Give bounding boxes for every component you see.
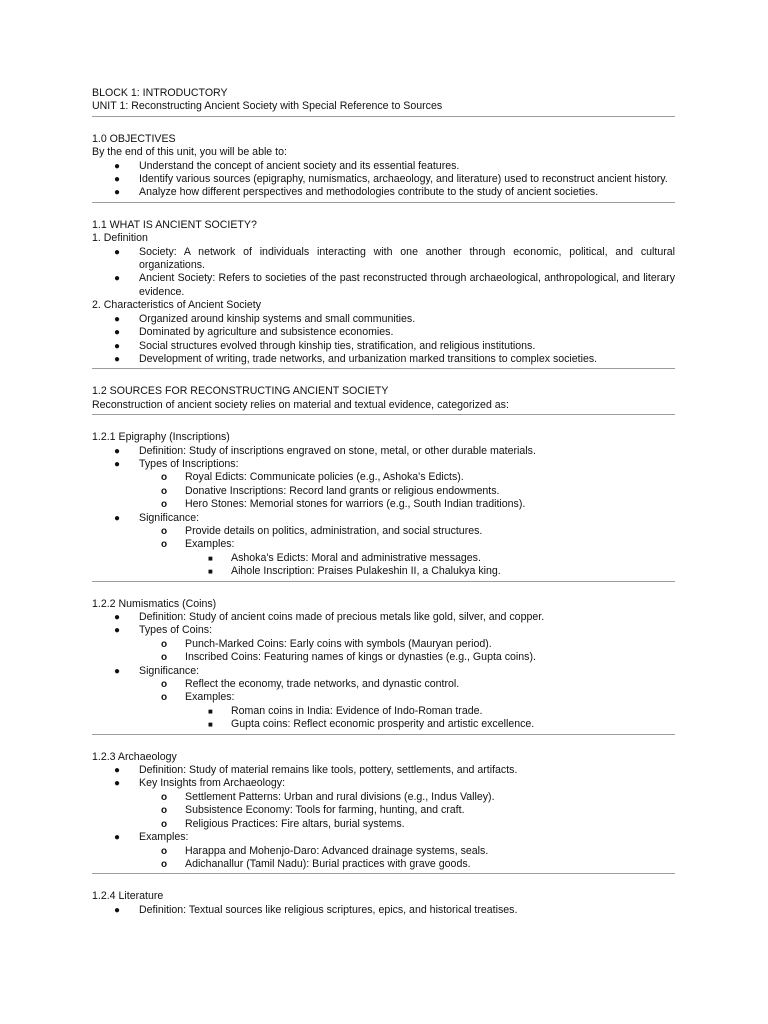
bullet-marker: ●: [114, 832, 121, 844]
list-item: ● Significance:: [114, 664, 200, 677]
list-item: ● Ancient Society: Refers to societies of the past reconstructed through archaeological, anthropological, and literary evidence.: [114, 272, 675, 298]
list-item: o Reflect the economy, trade networks, and dynastic control.: [161, 678, 460, 691]
circle-marker: o: [161, 539, 168, 551]
bullet-marker: ●: [114, 458, 121, 470]
circle-marker: o: [161, 485, 168, 497]
list-item: o Hero Stones: Memorial stones for warriors (e.g., South Indian traditions).: [161, 498, 526, 511]
list-item: ● Examples:: [114, 831, 189, 844]
bullet-marker: ●: [114, 187, 121, 199]
bullet-marker: ●: [114, 765, 121, 777]
list-item: o Royal Edicts: Communicate policies (e.g., Ashoka's Edicts).: [161, 471, 464, 484]
list-item: ● Definition: Study of inscriptions engraved on stone, metal, or other durable materials.: [114, 444, 536, 457]
square-marker: ■: [208, 720, 213, 730]
document-content: [92, 87, 675, 917]
circle-marker: o: [161, 679, 168, 691]
circle-marker: o: [161, 525, 168, 537]
bullet-marker: ●: [114, 273, 121, 285]
bullet-marker: ●: [114, 665, 121, 677]
list-item: ● Types of Inscriptions:: [114, 457, 239, 470]
list-item: ■ Aihole Inscription: Praises Pulakeshin II, a Chalukya king.: [208, 565, 501, 578]
list-item: ● Definition: Study of ancient coins made of precious metals like gold, silver, and copper.: [114, 611, 545, 623]
list-item: o Inscribed Coins: Featuring names of kings or dynasties (e.g., Gupta coins).: [161, 651, 536, 664]
bullet-marker: ●: [114, 340, 121, 352]
circle-marker: o: [161, 858, 168, 870]
list-item: ● Society: A network of individuals interacting with one another through economic, political, and cultural organizations.: [114, 245, 675, 272]
section-divider: [92, 581, 675, 582]
circle-marker: o: [161, 845, 168, 857]
objectives-intro: By the end of this unit, you will be able to:: [92, 146, 287, 159]
section-divider: [92, 414, 675, 415]
section-divider: [92, 873, 675, 874]
list-item: ● Identify various sources (epigraphy, numismatics, archaeology, and literature) used to reconstruct ancient history.: [114, 173, 668, 186]
list-item: ● Analyze how different perspectives and methodologies contribute to the study of ancient societies.: [114, 186, 599, 199]
list-item: ■ Gupta coins: Reflect economic prosperity and artistic excellence.: [208, 718, 535, 731]
square-marker: ■: [208, 567, 213, 577]
list-item: ● Organized around kinship systems and small communities.: [114, 312, 416, 325]
section-heading-what-is: 1.1 WHAT IS ANCIENT SOCIETY?: [92, 218, 257, 231]
section-divider: [92, 368, 675, 369]
section-divider: [92, 202, 675, 203]
list-item: o Examples:: [161, 538, 235, 551]
list-item: o Punch-Marked Coins: Early coins with symbols (Mauryan period).: [161, 637, 492, 650]
circle-marker: o: [161, 638, 168, 650]
section-heading-literature: 1.2.4 Literature: [92, 890, 164, 903]
subheading-characteristics: 2. Characteristics of Ancient Society: [92, 299, 261, 312]
list-item: o Religious Practices: Fire altars, burial systems.: [161, 817, 405, 830]
list-item: ■ Roman coins in India: Evidence of Indo-Roman trade.: [208, 704, 483, 717]
list-item: ● Social structures evolved through kinship ties, stratification, and religious institutions.: [114, 339, 536, 352]
list-item: ● Development of writing, trade networks, and urbanization marked transitions to complex societies.: [114, 352, 598, 365]
sources-intro: Reconstruction of ancient society relies on material and textual evidence, categorized as:: [92, 398, 509, 411]
bullet-marker: ●: [114, 313, 121, 325]
circle-marker: o: [161, 652, 168, 664]
unit-title: UNIT 1: Reconstructing Ancient Society with Special Reference to Sources: [92, 100, 443, 113]
bullet-marker: ●: [114, 445, 121, 457]
bullet-marker: ●: [114, 612, 121, 623]
section-heading-archaeology: 1.2.3 Archaeology: [92, 750, 177, 763]
list-item: ● Definition: Study of material remains like tools, pottery, settlements, and artifacts.: [114, 764, 518, 777]
list-item: o Donative Inscriptions: Record land grants or religious endowments.: [161, 484, 500, 497]
list-item: o Adichanallur (Tamil Nadu): Burial practices with grave goods.: [161, 857, 471, 870]
section-heading-sources: 1.2 SOURCES FOR RECONSTRUCTING ANCIENT SOCIETY: [92, 385, 389, 398]
bullet-marker: ●: [114, 778, 121, 790]
bullet-marker: ●: [114, 160, 121, 172]
list-item: o Subsistence Economy: Tools for farming, hunting, and craft.: [161, 804, 465, 817]
list-item: o Provide details on politics, administration, and social structures.: [161, 524, 483, 537]
bullet-marker: ●: [114, 174, 121, 186]
circle-marker: o: [161, 692, 168, 704]
list-item: ● Definition: Textual sources like religious scriptures, epics, and historical treatises.: [114, 903, 518, 916]
circle-marker: o: [161, 472, 168, 484]
list-item: ● Understand the concept of ancient society and its essential features.: [114, 159, 460, 172]
bullet-marker: ●: [114, 904, 121, 916]
bullet-marker: ●: [114, 512, 121, 524]
list-item: o Examples:: [161, 691, 235, 704]
section-divider: [92, 734, 675, 735]
subheading-definition: 1. Definition: [92, 232, 148, 245]
bullet-marker: ●: [114, 353, 121, 365]
circle-marker: o: [161, 499, 168, 511]
list-item: ● Significance:: [114, 511, 200, 524]
section-heading-objectives: 1.0 OBJECTIVES: [92, 132, 176, 145]
bullet-marker: ●: [114, 625, 121, 637]
bullet-marker: ●: [114, 246, 121, 258]
circle-marker: o: [161, 791, 168, 803]
bullet-marker: ●: [114, 327, 121, 339]
circle-marker: o: [161, 805, 168, 817]
section-heading-numismatics: 1.2.2 Numismatics (Coins): [92, 597, 217, 610]
section-divider: [92, 116, 675, 117]
list-item: o Harappa and Mohenjo-Daro: Advanced drainage systems, seals.: [161, 844, 489, 857]
list-item: ● Types of Coins:: [114, 624, 213, 637]
section-heading-epigraphy: 1.2.1 Epigraphy (Inscriptions): [92, 431, 230, 444]
list-item: ● Key Insights from Archaeology:: [114, 777, 286, 790]
list-item: ■ Ashoka's Edicts: Moral and administrative messages.: [208, 551, 481, 564]
circle-marker: o: [161, 818, 168, 830]
list-item: o Settlement Patterns: Urban and rural divisions (e.g., Indus Valley).: [161, 790, 495, 803]
square-marker: ■: [208, 706, 213, 716]
square-marker: ■: [208, 553, 213, 563]
block-title: BLOCK 1: INTRODUCTORY: [92, 87, 228, 99]
list-item: ● Dominated by agriculture and subsistence economies.: [114, 326, 394, 339]
